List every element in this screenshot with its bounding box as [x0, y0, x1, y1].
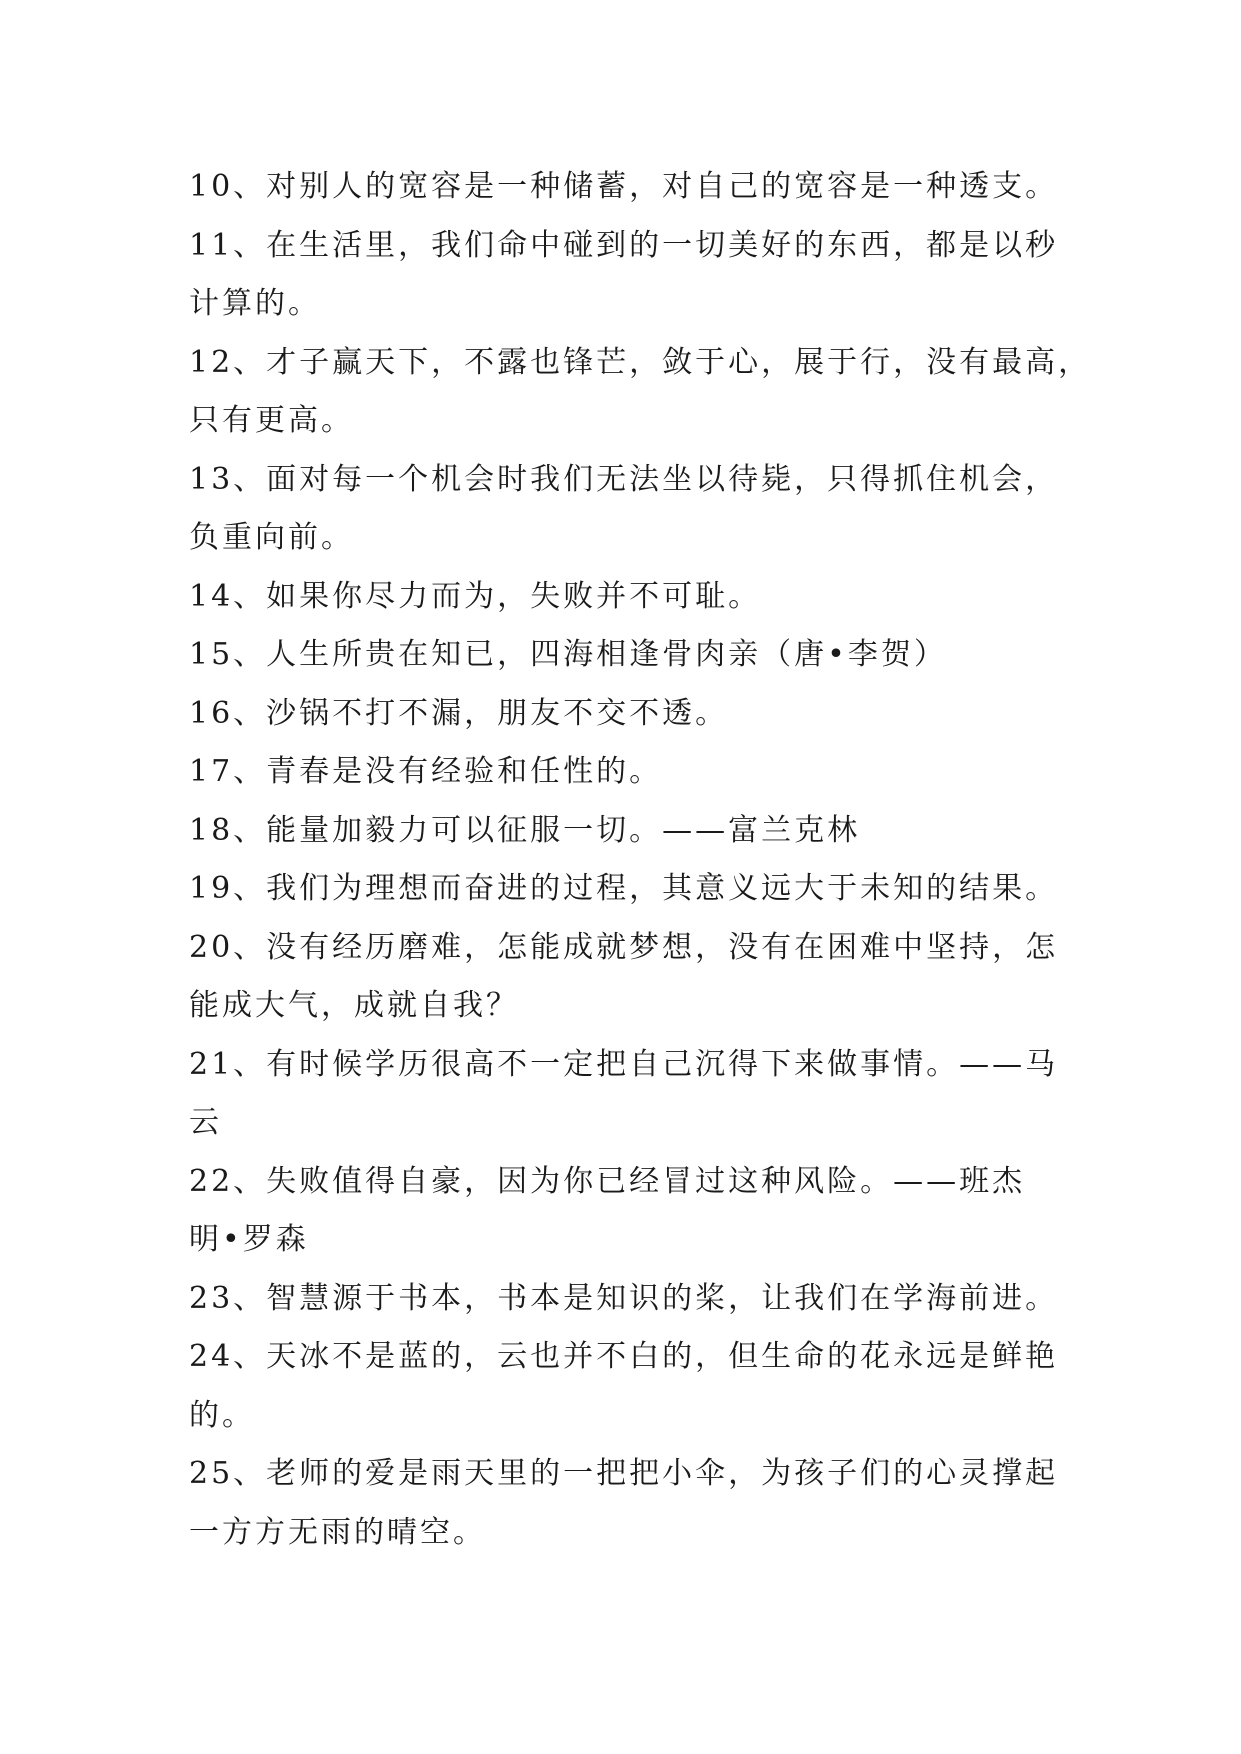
text-line: 16、沙锅不打不漏，朋友不交不透。 — [189, 695, 729, 731]
text-line: 15、人生所贵在知已，四海相逢骨肉亲（唐•李贺） — [189, 637, 947, 672]
text-line: 14、如果你尽力而为，失败并不可耻。 — [189, 578, 762, 614]
text-line: 负重向前。 — [189, 520, 354, 555]
text-line: 明•罗森 — [189, 1222, 309, 1257]
text-line: 的。 — [189, 1397, 255, 1433]
text-line: 23、智慧源于书本，书本是知识的桨，让我们在学海前进。 — [189, 1280, 1059, 1316]
text-line: 云 — [189, 1105, 222, 1140]
text-line: 19、我们为理想而奋进的过程，其意义远大于未知的结果。 — [189, 871, 1059, 906]
text-line: 能成大气，成就自我？ — [189, 988, 519, 1023]
text-line: 只有更高。 — [189, 403, 354, 438]
text-line: 11、在生活里，我们命中碰到的一切美好的东西，都是以秒 — [189, 227, 1059, 263]
text-line: 一方方无雨的晴空。 — [189, 1514, 486, 1550]
text-line: 17、青春是没有经验和任性的。 — [189, 754, 663, 789]
text-line: 18、能量加毅力可以征服一切。——富兰克林 — [189, 812, 861, 848]
text-line: 10、对别人的宽容是一种储蓄，对自己的宽容是一种透支。 — [189, 169, 1059, 204]
text-line: 计算的。 — [189, 286, 321, 321]
text-line: 20、没有经历磨难，怎能成就梦想，没有在困难中坚持，怎 — [189, 929, 1059, 965]
text-line: 22、失败值得自豪，因为你已经冒过这种风险。——班杰 — [189, 1163, 1026, 1199]
text-line: 21、有时候学历很高不一定把自己沉得下来做事情。——马 — [189, 1046, 1059, 1082]
text-line: 24、天冰不是蓝的，云也并不白的，但生命的花永远是鲜艳 — [189, 1339, 1059, 1374]
text-line: 12、才子赢天下，不露也锋芒，敛于心，展于行，没有最高， — [189, 344, 1092, 380]
quote-list — [189, 158, 1092, 1562]
text-line: 13、面对每一个机会时我们无法坐以待毙，只得抓住机会， — [189, 461, 1059, 497]
text-line: 25、老师的爱是雨天里的一把把小伞，为孩子们的心灵撑起 — [189, 1456, 1059, 1491]
